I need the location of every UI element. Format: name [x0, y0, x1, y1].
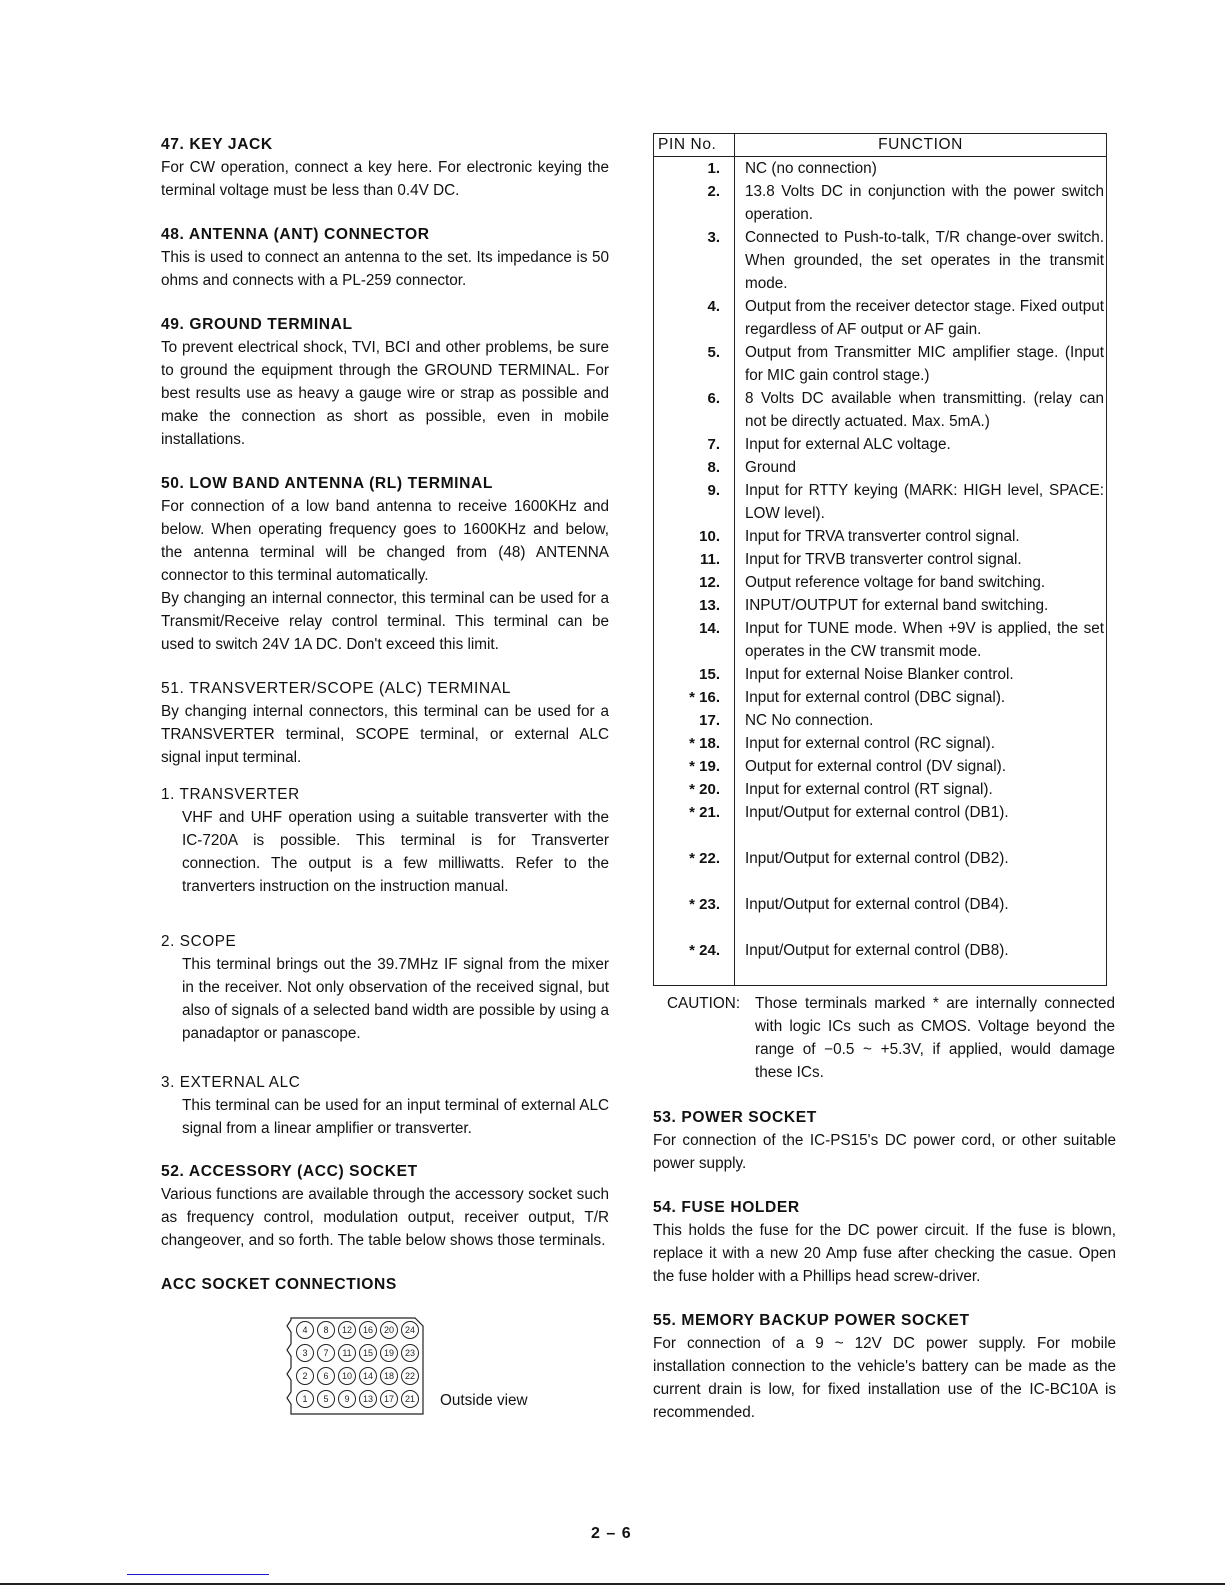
section-heading: 49. GROUND TERMINAL	[161, 316, 353, 333]
section-heading: 48. ANTENNA (ANT) CONNECTOR	[161, 226, 430, 243]
section-49-ground-terminal	[161, 313, 609, 451]
socket-pin-label: 21	[404, 1394, 416, 1405]
pin-number: 6.	[654, 387, 735, 433]
table-row	[654, 525, 1107, 548]
socket-pin-label: 13	[362, 1394, 374, 1405]
pin-number: * 21.	[654, 801, 735, 847]
pin-number: 3.	[654, 226, 735, 295]
table-row	[654, 180, 1107, 226]
table-row	[654, 686, 1107, 709]
table-row	[654, 755, 1107, 778]
section-body: Various functions are available through the accessory socket such as frequency control, modulation output, receiver output, T/R changeover, and so forth. The table below shows those terminals.	[161, 1186, 609, 1249]
bottom-link-underline	[127, 1574, 269, 1575]
left-column	[161, 133, 609, 1426]
pin-number: 9.	[654, 479, 735, 525]
section-body: For connection of a low band antenna to receive 1600KHz and below. When operating frequency goes to 1600KHz and below, the antenna terminal will be changed from (48) ANTENNA connector to this terminal automatically.	[161, 498, 609, 584]
section-51-transverter-scope	[161, 677, 609, 769]
section-body: For connection of the IC-PS15's DC power cord, or other suitable power supply.	[653, 1132, 1116, 1172]
pin-number: * 19.	[654, 755, 735, 778]
pin-function: NC No connection.	[735, 709, 1107, 732]
section-52-accessory-socket	[161, 1160, 609, 1252]
socket-pin-label: 24	[404, 1325, 416, 1336]
subsection-body: This terminal brings out the 39.7MHz IF signal from the mixer in the receiver. Not only observation of the received signal, but also of signals of a selected band width are possible by using a panadaptor or panascope.	[182, 956, 609, 1042]
pin-function: Input/Output for external control (DB8).	[735, 939, 1107, 962]
socket-pin-label: 19	[383, 1348, 395, 1359]
acc-socket-connections	[161, 1273, 609, 1426]
pin-function: Input/Output for external control (DB1).	[735, 801, 1107, 847]
pin-function: Input/Output for external control (DB2).	[735, 847, 1107, 893]
pin-function: Output reference voltage for band switching.	[735, 571, 1107, 594]
section-53-power-socket	[653, 1106, 1116, 1175]
section-50-low-band-antenna	[161, 472, 609, 656]
caution-label: CAUTION:	[667, 995, 741, 1012]
section-heading: 53. POWER SOCKET	[653, 1109, 817, 1126]
pin-function: Input for external Noise Blanker control.	[735, 663, 1107, 686]
pin-function: 13.8 Volts DC in conjunction with the power switch operation.	[735, 180, 1107, 226]
acc-pin-table	[653, 133, 1107, 986]
subsection-title: 2. SCOPE	[161, 933, 237, 950]
pin-number: 5.	[654, 341, 735, 387]
pin-function: Input for external ALC voltage.	[735, 433, 1107, 456]
table-row	[654, 571, 1107, 594]
socket-pin-label: 6	[323, 1371, 329, 1382]
empty-cell	[654, 962, 735, 986]
subsection-title: 3. EXTERNAL ALC	[161, 1074, 301, 1091]
pin-function: Input for external control (RT signal).	[735, 778, 1107, 801]
subsection-body: VHF and UHF operation using a suitable transverter with the IC-720A is possible. This terminal is for Transverter connection. The output is a few milliwatts. Refer to the tranverters instruction on the instruction manual.	[182, 809, 609, 895]
header-function: FUNCTION	[735, 134, 1107, 157]
pin-number: 7.	[654, 433, 735, 456]
socket-pin-label: 3	[302, 1348, 308, 1359]
section-body: By changing internal connectors, this terminal can be used for a TRANSVERTER terminal, SCOPE terminal, or external ALC signal input terminal.	[161, 703, 609, 766]
section-body: For CW operation, connect a key here. For electronic keying the terminal voltage must be less than 0.4V DC.	[161, 159, 609, 199]
table-row	[654, 893, 1107, 939]
pin-number: * 18.	[654, 732, 735, 755]
socket-pin-label: 22	[404, 1371, 416, 1382]
table-row	[654, 594, 1107, 617]
table-row	[654, 778, 1107, 801]
pin-function: Ground	[735, 456, 1107, 479]
socket-pin-label: 23	[404, 1348, 416, 1359]
subsection-scope	[161, 930, 609, 1045]
empty-cell	[735, 962, 1107, 986]
header-pin-no: PIN No.	[654, 134, 735, 157]
section-heading: 52. ACCESSORY (ACC) SOCKET	[161, 1163, 418, 1180]
table-body	[654, 157, 1107, 986]
section-heading: 54. FUSE HOLDER	[653, 1199, 800, 1216]
table-bottom-spacer	[654, 962, 1107, 986]
pin-number: 12.	[654, 571, 735, 594]
socket-outline-icon	[285, 1316, 425, 1416]
pin-function: NC (no connection)	[735, 157, 1107, 181]
socket-pin-label: 4	[302, 1325, 308, 1336]
pin-number: 10.	[654, 525, 735, 548]
pin-function: Input for TRVB transverter control signal.	[735, 548, 1107, 571]
pin-function: Output from Transmitter MIC amplifier stage. (Input for MIC gain control stage.)	[735, 341, 1107, 387]
pin-number: 11.	[654, 548, 735, 571]
section-heading: 50. LOW BAND ANTENNA (RL) TERMINAL	[161, 475, 493, 492]
section-47-key-jack	[161, 133, 609, 202]
section-body: This holds the fuse for the DC power circuit. If the fuse is blown, replace it with a new 20 Amp fuse after checking the casue. Open the fuse holder with a Phillips head screw-driver.	[653, 1222, 1116, 1285]
pin-number: * 24.	[654, 939, 735, 962]
socket-pin-label: 9	[344, 1394, 350, 1405]
pin-number: 4.	[654, 295, 735, 341]
socket-pin-label: 1	[302, 1394, 308, 1405]
table-row	[654, 939, 1107, 962]
right-column	[653, 133, 1116, 1445]
socket-pin-label: 17	[383, 1394, 395, 1405]
section-heading: 47. KEY JACK	[161, 136, 273, 153]
pin-number: 14.	[654, 617, 735, 663]
socket-pin-label: 15	[362, 1348, 374, 1359]
subsection-external-alc	[161, 1071, 609, 1140]
socket-pin-label: 11	[342, 1348, 352, 1359]
section-body: To prevent electrical shock, TVI, BCI and other problems, be sure to ground the equipment through the GROUND TERMINAL. For best results use as heavy a gauge wire or strap as possible and make the connection as short as possible, even in mobile installations.	[161, 339, 609, 448]
section-heading: 55. MEMORY BACKUP POWER SOCKET	[653, 1312, 970, 1329]
table-row	[654, 709, 1107, 732]
socket-pin-label: 12	[341, 1325, 353, 1336]
socket-pin-label: 18	[383, 1371, 395, 1382]
socket-pin-label: 14	[362, 1371, 374, 1382]
pin-number: 15.	[654, 663, 735, 686]
pin-function: Input for external control (DBC signal).	[735, 686, 1107, 709]
socket-pin-label: 8	[323, 1325, 329, 1336]
socket-pin-label: 7	[323, 1348, 329, 1359]
caution-text: Those terminals marked * are internally connected with logic ICs such as CMOS. Voltage beyond the range of −0.5 ~ +5.3V, if applied, would damage these ICs.	[755, 995, 1115, 1081]
subsection-transverter	[161, 783, 609, 898]
table-row	[654, 295, 1107, 341]
table-row	[654, 387, 1107, 433]
socket-pin-label: 5	[323, 1394, 329, 1405]
pin-function: 8 Volts DC available when transmitting. (relay can not be directly actuated. Max. 5mA.)	[735, 387, 1107, 433]
section-55-memory-backup	[653, 1309, 1116, 1424]
pin-function: Input for RTTY keying (MARK: HIGH level, SPACE: LOW level).	[735, 479, 1107, 525]
pin-number: * 22.	[654, 847, 735, 893]
socket-pin-label: 20	[383, 1325, 395, 1336]
socket-pin-label: 10	[341, 1371, 353, 1382]
subsection-title: 1. TRANSVERTER	[161, 786, 300, 803]
table-row	[654, 732, 1107, 755]
table-row	[654, 847, 1107, 893]
table-row	[654, 433, 1107, 456]
pin-number: 17.	[654, 709, 735, 732]
pin-number: * 20.	[654, 778, 735, 801]
section-heading: 51. TRANSVERTER/SCOPE (ALC) TERMINAL	[161, 680, 512, 697]
table-row	[654, 456, 1107, 479]
table-row	[654, 617, 1107, 663]
outside-view-caption: Outside view	[440, 1392, 528, 1409]
acc-heading: ACC SOCKET CONNECTIONS	[161, 1276, 397, 1293]
pin-number: * 16.	[654, 686, 735, 709]
section-body: For connection of a 9 ~ 12V DC power supply. For mobile installation connection to the vehicle's battery can be made as the current drain is low, for fixed installation use of the IC-BC10A is recommended.	[653, 1335, 1116, 1421]
table-row	[654, 157, 1107, 181]
pin-number: * 23.	[654, 893, 735, 939]
table-row	[654, 341, 1107, 387]
pin-function: INPUT/OUTPUT for external band switching.	[735, 594, 1107, 617]
table-header-row	[654, 134, 1107, 157]
socket-pin-label: 2	[302, 1371, 308, 1382]
pin-function: Input for TRVA transverter control signal.	[735, 525, 1107, 548]
pin-number: 2.	[654, 180, 735, 226]
pin-number: 1.	[654, 157, 735, 181]
section-48-antenna-connector	[161, 223, 609, 292]
table-row	[654, 226, 1107, 295]
table-row	[654, 548, 1107, 571]
table-row	[654, 479, 1107, 525]
table-row	[654, 801, 1107, 847]
section-body: This is used to connect an antenna to the set. Its impedance is 50 ohms and connects with a PL-259 connector.	[161, 249, 609, 289]
section-54-fuse-holder	[653, 1196, 1116, 1288]
pin-function: Input for external control (RC signal).	[735, 732, 1107, 755]
socket-pin-label: 16	[362, 1325, 374, 1336]
page-number: 2 – 6	[591, 1525, 632, 1542]
pin-function: Output from the receiver detector stage. Fixed output regardless of AF output or AF gain.	[735, 295, 1107, 341]
caution-note	[667, 992, 1116, 1084]
pin-function: Output for external control (DV signal).	[735, 755, 1107, 778]
pin-function: Input/Output for external control (DB4).	[735, 893, 1107, 939]
pin-function: Connected to Push-to-talk, T/R change-over switch. When grounded, the set operates in the transmit mode.	[735, 226, 1107, 295]
table-row	[654, 663, 1107, 686]
subsection-body: This terminal can be used for an input terminal of external ALC signal from a linear amplifier or transverter.	[182, 1097, 609, 1137]
pin-function: Input for TUNE mode. When +9V is applied, the set operates in the CW transmit mode.	[735, 617, 1107, 663]
section-body: By changing an internal connector, this terminal can be used for a Transmit/Receive relay control terminal. This terminal can be used to switch 24V 1A DC. Don't exceed this limit.	[161, 590, 609, 653]
pin-number: 8.	[654, 456, 735, 479]
acc-socket-diagram	[285, 1316, 609, 1426]
pin-number: 13.	[654, 594, 735, 617]
